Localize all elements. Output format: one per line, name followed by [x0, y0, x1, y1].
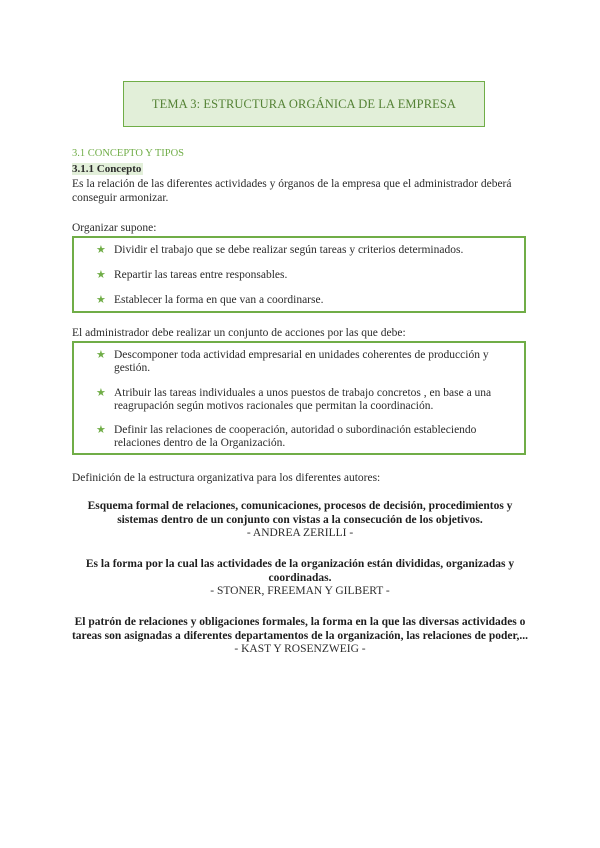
quote-text: El patrón de relaciones y obligaciones formales, la forma en la que las diversas actividades o tareas son asignadas a diferentes departamentos de la organización, las relaciones de poder,... — [71, 616, 529, 642]
definitions-label: Definición de la estructura organizativa para los diferentes autores: — [72, 472, 381, 484]
list-item: ★ Atribuir las tareas individuales a unos puestos de trabajo concretos , en base a una reagrupación según motivos racionales que permitan la coordinación. — [96, 387, 492, 412]
definition-quote — [70, 616, 530, 657]
page-title: TEMA 3: ESTRUCTURA ORGÁNICA DE LA EMPRESA — [151, 96, 457, 111]
organize-label: Organizar supone: — [72, 222, 157, 234]
quote-text: Es la forma por la cual las actividades de la organización están divididas, organizadas y coordinadas. — [85, 558, 515, 584]
subsection-heading: 3.1.1 Concepto — [72, 163, 142, 175]
organize-box — [72, 236, 526, 313]
star-icon: ★ — [96, 387, 106, 399]
star-icon: ★ — [96, 269, 106, 281]
title-box — [123, 81, 485, 127]
intro-paragraph: Es la relación de las diferentes actividades y órganos de la empresa que el administrador deberá conseguir armonizar. — [72, 178, 512, 204]
section-heading: 3.1 CONCEPTO Y TIPOS — [72, 148, 185, 159]
admin-label: El administrador debe realizar un conjunto de acciones por las que debe: — [72, 327, 406, 339]
list-item: ★ Descomponer toda actividad empresarial en unidades coherentes de producción y gestión. — [96, 349, 489, 374]
list-item: ★ Establecer la forma en que van a coordinarse. — [96, 294, 324, 306]
quote-author: - ANDREA ZERILLI - — [246, 527, 354, 539]
quote-text: Esquema formal de relaciones, comunicaciones, procesos de decisión, procedimientos y sistemas dentro de un conjunto con vistas a la consecución de los objetivos. — [87, 500, 513, 526]
star-icon: ★ — [96, 244, 106, 256]
definition-quote — [70, 558, 530, 599]
admin-box — [72, 341, 526, 455]
star-icon: ★ — [96, 424, 106, 436]
list-item: ★ Dividir el trabajo que se debe realizar según tareas y criterios determinados. — [96, 244, 464, 256]
star-icon: ★ — [96, 294, 106, 306]
quote-author: - KAST Y ROSENZWEIG - — [234, 643, 366, 655]
quote-author: - STONER, FREEMAN Y GILBERT - — [210, 585, 390, 597]
star-icon: ★ — [96, 349, 106, 361]
list-item: ★ Repartir las tareas entre responsables. — [96, 269, 288, 281]
list-item: ★ Definir las relaciones de cooperación, autoridad o subordinación estableciendo relaciones dentro de la Organización. — [96, 424, 477, 449]
definition-quote — [70, 500, 530, 541]
